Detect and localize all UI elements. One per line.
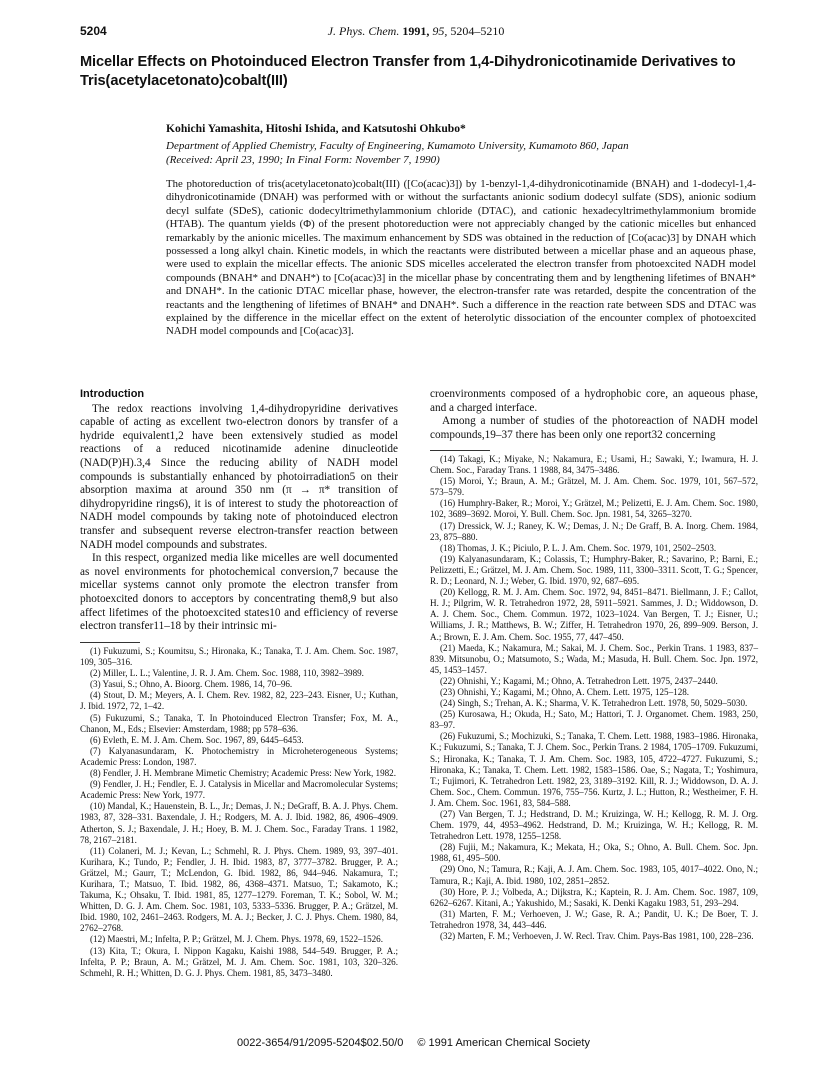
reference-item: (12) Maestri, M.; Infelta, P. P.; Grätzel, M. J. Chem. Phys. 1978, 69, 1522–1526. (90, 934, 384, 945)
references-left-column (80, 646, 398, 979)
reference-item: (30) Hore, P. J.; Volbeda, A.; Dijkstra, K.; Kaptein, R. J. Am. Chem. Soc. 1987, 109, 6262–6267. Kitani, A.; Yakushido, M.; Sasaki, K. Denki Kagaku 1983, 51, 293–294. (430, 886, 758, 908)
reference-item: (14) Takagi, K.; Miyake, N.; Nakamura, E.; Usami, H.; Sawaki, Y.; Iwamura, H. J. Chem. Soc., Faraday Trans. 1 1988, 84, 3475–3486. (430, 454, 758, 476)
reference-item: (13) Kita, T.; Okura, I. Nippon Kagaku, Kaishi 1988, 544–549. Brugger, P. A.; Infelta, P. P.; Braun, A. M.; Grätzel, M. J. Am. Chem. Soc. 1981, 103, 320–326. Schmehl, R. H.; Whitten, D. G. J. Phys. Chem. 1981, 85, 3473–3480. (80, 945, 398, 978)
page-footer (0, 1037, 827, 1049)
reference-item: (24) Singh, S.; Trehan, A. K.; Sharma, V. K. Tetrahedron Lett. 1978, 50, 5029–5030. (440, 698, 748, 709)
reference-item: (31) Marten, F. M.; Verhoeven, J. W.; Gase, R. A.; Pandit, U. K.; De Boer, T. J. Tetrahedron 1978, 34, 443–446. (430, 908, 758, 930)
copyright-notice: © 1991 American Chemical Society (417, 1037, 590, 1049)
journal-pages: 5204–5210 (450, 24, 505, 38)
section-heading: Introduction (80, 388, 145, 400)
reference-item: (32) Marten, F. M.; Verhoeven, J. W. Recl. Trav. Chim. Pays-Bas 1981, 100, 228–236. (440, 931, 754, 942)
journal-citation (80, 24, 752, 39)
reference-item: (15) Moroi, Y.; Braun, A. M.; Grätzel, M. J. Am. Chem. Soc. 1979, 101, 567–572, 573–579. (430, 476, 758, 498)
reference-item: (29) Ono, N.; Tamura, R.; Kaji, A. J. Am. Chem. Soc. 1983, 105, 4017–4022. Ono, N.; Tamura, R.; Kaji, A. Ibid. 1980, 102, 2851–2852. (430, 864, 758, 886)
reference-item: (28) Fujii, M.; Nakamura, K.; Mekata, H.; Oka, S.; Ohno, A. Bull. Chem. Soc. Jpn. 1988, 61, 495–500. (430, 842, 758, 864)
affiliation (166, 140, 756, 167)
reference-item: (16) Humphry-Baker, R.; Moroi, Y.; Grätzel, M.; Pelizetti, E. J. Am. Chem. Soc. 1980, 102, 3689–3692. Moroi, Y. Bull. Chem. Soc. Jpn. 1981, 54, 3265–3270. (430, 498, 758, 520)
reference-item: (19) Kalyanasundaram, K.; Colassis, T.; Humphry-Baker, R.; Savarino, P.; Barni, E.; Pelizzetti, E.; Grätzel, M. J. Am. Chem. Soc. 1989, 111, 3300–3311. Scott, T. G.; Spencer, R. D.; Leonard, N. J.; Weber, G. Ibid. 1970, 92, 687–695. (430, 553, 758, 587)
reference-item: (1) Fukuzumi, S.; Koumitsu, S.; Hironaka, K.; Tanaka, T. J. Am. Chem. Soc. 1987, 109, 305–316. (80, 646, 398, 668)
reference-item: (26) Fukuzumi, S.; Mochizuki, S.; Tanaka, T. Chem. Lett. 1988, 1983–1986. Hironaka, K.; Fukuzumi, S.; Tanaka, T. J. Chem. Soc., Perkin Trans. 2 1984, 1705–1709. Fukuzumi, S.; Hironaka, K.; Tanaka, T. J. Am. Chem. Soc. 1983, 105, 4722–4727. Fukuzumi, S.; Hironaka, K.; Tanaka, T. Chem. Lett. 1982, 1583–1586. Oae, S.; Nagata, T.; Yoshimura, T.; Fujimori, K. Tetrahedron Lett. 1982, 23, 3189–3192. Kill, R. J.; Widdowson, D. A. J. Chem. Soc., Chem. Commun. 1976, 755–756. Kurtz, J. L.; Hutton, R.; Westheimer, F. H. J. Am. Chem. Soc. 1961, 83, 584–588. (430, 731, 758, 808)
body-paragraph: In this respect, organized media like micelles are well documented as novel environments for photochemical conversion,7 because the micellar systems cannot only promote the electron transfer from photoexcited donors to acceptors by concentrating them8,9 but also affect lifetimes of the photoexcited states10 and efficiency of reverse electron transfer11–18 by their intrinsic mi- (80, 552, 398, 633)
author-list: Kohichi Yamashita, Hitoshi Ishida, and Katsutoshi Ohkubo* (166, 122, 466, 135)
body-paragraph: The redox reactions involving 1,4-dihydropyridine derivatives capable of acting as excellent two-electron donors by transfer of a hydride equivalent1,2 have been extensively studied as model reactions of a reduced nicotinamide adenine dinucleotide (NAD(P)H).3,4 Since the reducing ability of NADH model compounds is substantially enhanced by photoirradiation5 on their absorption maxima at around 350 nm (π → π* transition of dihydropyridine rings6), it is of interest to study the photoreaction of NADH model compounds by taking note of photoinduced electron transfer and subsequent reverse electron-transfer reaction between NADH model compounds and substrates. (80, 402, 398, 551)
journal-volume: 95, (432, 24, 448, 38)
reference-item: (9) Fendler, J. H.; Fendler, E. J. Catalysis in Micellar and Macromolecular Systems; Academic Press: New York, 1977. (80, 779, 398, 801)
journal-name: J. Phys. Chem. (327, 24, 400, 38)
introduction-right-column (430, 388, 758, 442)
reference-item: (3) Yasui, S.; Ohno, A. Bioorg. Chem. 1986, 14, 70–96. (90, 679, 293, 690)
reference-item: (27) Van Bergen, T. J.; Hedstrand, D. M.; Kruizinga, W. H.; Kellogg, R. M. J. Org. Chem. 1979, 44, 4953–4962. Hedstrand, D. M.; Kruizinga, W. H.; Kellogg, R. M. Tetrahedron Lett. 1978, 1255–1258. (430, 809, 758, 842)
journal-year: 1991, (402, 24, 430, 38)
reference-item: (23) Ohnishi, Y.; Kagami, M.; Ohno, A. Chem. Lett. 1975, 125–128. (440, 686, 690, 697)
body-paragraph: Among a number of studies of the photoreaction of NADH model compounds,19–37 there has been only one report32 concerning (430, 415, 758, 441)
reference-item: (5) Fukuzumi, S.; Tanaka, T. In Photoinduced Electron Transfer; Fox, M. A., Chanon, M., Eds.; Elsevier: Amsterdam, 1988; pp 578–636. (80, 712, 398, 734)
reference-item: (20) Kellogg, R. M. J. Am. Chem. Soc. 1972, 94, 8451–8471. Biellmann, J. F.; Callot, H. J.; Pilgrim, W. R. Tetrahedron 1972, 28, 5911–5921. Sammes, J. D.; Widdowson, D. A. J. Chem. Soc., Chem. Commun. 1972, 1023–1024. Van Bergen, T. J.; Eisner, U.; Williams, J. R.; Matthews, B. W.; Ziffer, H. Tetrahedron 1970, 26, 899–909. Berson, J. A.; Brown, E. J. Am. Chem. Soc. 1955, 77, 447–450. (430, 587, 758, 642)
article-code: 0022-3654/91/2095-5204$02.50/0 (237, 1037, 404, 1049)
reference-item: (22) Ohnishi, Y.; Kagami, M.; Ohno, A. Tetrahedron Lett. 1975, 2437–2440. (440, 675, 718, 686)
running-header (80, 24, 752, 44)
reference-item: (10) Mandal, K.; Hauenstein, B. L., Jr.; Demas, J. N.; DeGraff, B. A. J. Phys. Chem. 1983, 87, 328–331. Baxendale, J. H.; Rodgers, M. A. J. Ibid. 1982, 86, 4906–4909. Atherton, S. J.; Baxendale, J. H.; Hoey, B. M. J. Chem. Soc., Faraday Trans. 1 1982, 78, 2167–2181. (80, 801, 398, 845)
article-title: Micellar Effects on Photoinduced Electron Transfer from 1,4-Dihydronicotinamide Derivatives to Tris(acetylacetonato)cobalt(III) (80, 54, 736, 89)
reference-item: (7) Kalyanasundaram, K. Photochemistry in Microheterogeneous Systems; Academic Press: London, 1987. (80, 745, 398, 767)
reference-item: (25) Kurosawa, H.; Okuda, H.; Sato, M.; Hattori, T. J. Organomet. Chem. 1983, 250, 83–97. (430, 709, 758, 731)
introduction-left-column (80, 388, 398, 634)
reference-item: (18) Thomas, J. K.; Piciulo, P. L. J. Am. Chem. Soc. 1979, 101, 2502–2503. (440, 542, 717, 553)
page-number: 5204 (80, 24, 107, 38)
footnote-rule (430, 450, 490, 451)
reference-item: (17) Dressick, W. J.; Raney, K. W.; Demas, J. N.; De Graff, B. A. Inorg. Chem. 1984, 23, 875–880. (430, 520, 758, 542)
affiliation-line: Department of Applied Chemistry, Faculty of Engineering, Kumamoto University, Kumamoto 860, Japan (166, 140, 629, 152)
body-paragraph: croenvironments composed of a hydrophobic core, an aqueous phase, and a charged interface. (430, 388, 758, 414)
footnote-rule (80, 642, 140, 643)
references-right-column (430, 454, 758, 942)
reference-item: (2) Miller, L. L.; Valentine, J. R. J. Am. Chem. Soc. 1988, 110, 3982–3989. (90, 668, 364, 679)
received-dates: (Received: April 23, 1990; In Final Form: November 7, 1990) (166, 153, 440, 166)
reference-item: (8) Fendler, J. H. Membrane Mimetic Chemistry; Academic Press: New York, 1982. (90, 768, 396, 779)
reference-item: (4) Stout, D. M.; Meyers, A. I. Chem. Rev. 1982, 82, 223–243. Eisner, U.; Kuthan, J. Ibid. 1972, 72, 1–42. (80, 690, 398, 712)
reference-item: (6) Evleth, E. M. J. Am. Chem. Soc. 1967, 89, 6445–6453. (90, 734, 304, 745)
abstract: The photoreduction of tris(acetylacetonato)cobalt(III) ([Co(acac)3]) by 1-benzyl-1,4-dihydronicotinamide (BNAH) and 1-dodecyl-1,4-dihydronicotinamide (DNAH) was performed with or without the surfactants anionic sodium dodecyl sulfate (SDS), anionic sodium decyl sulfate (SDeS), cationic dodecyltrimethylammonium chloride (DTAC), and cationic hexadecyltrimethylammonium bromide (HTAB). The quantum yields (Φ) of the present photoreduction were not appreciably changed by the cationic micelles but enhanced remarkably by the anionic micelles. The maximum enhancement by SDS was obtained in the reduction of [Co(acac)3] by DNAH which possessed a long alkyl chain. Kinetic models, in which the reactants were distributed between a micellar phase and an aqueous phase, were used to explain the micellar effects. The anionic SDS micelles accelerated the electron transfer from photoexcited NADH model compounds (BNAH* and DNAH*) to [Co(acac)3] in the micellar phase by concentrating them and by lengthening lifetimes of BNAH* and DNAH*. In the cationic DTAC micellar phase, however, the electron-transfer rate was retarded, despite the concentration of the reactants and the lengthening of lifetimes of BNAH* and DNAH*. Such a difference in the reaction rate between SDS and DTAC was explained by the difference in the micellar effect on the extent of heterolytic dissociation of the encounter complex of photoexcited NADH model compounds and [Co(acac)3]. (166, 178, 756, 338)
reference-item: (11) Colaneri, M. J.; Kevan, L.; Schmehl, R. J. Phys. Chem. 1989, 93, 397–401. Kurihara, K.; Tundo, P.; Fendler, J. H. Ibid. 1983, 87, 3777–3782. Brugger, P. A.; Grätzel, M.; Gaurr, T.; McLendon, G. Ibid. 1982, 86, 944–946. Nakamura, T.; Kurihara, T.; Matsuo, T. Ibid. 1982, 86, 4368–4371. Matsuo, T.; Sakamoto, K.; Takuma, K.; Ohsaku, T. Ibid. 1981, 85, 1277–1279. Foreman, T. K.; Sobol, W. M.; Whitten, D. G. J. Am. Chem. Soc. 1981, 103, 5333–5336. Brugger, P. A.; Grätzel, M. Ibid. 1980, 102, 2461–2463. Rodgers, M. A. J.; Becker, J. C. J. Phys. Chem. 1980, 84, 2762–2768. (80, 845, 398, 934)
reference-item: (21) Maeda, K.; Nakamura, M.; Sakai, M. J. Chem. Soc., Perkin Trans. 1 1983, 837–839. Mitsunobu, O.; Matsumoto, S.; Wada, M.; Masuda, H. Bull. Chem. Soc. Jpn. 1972, 45, 1453–1457. (430, 642, 758, 675)
